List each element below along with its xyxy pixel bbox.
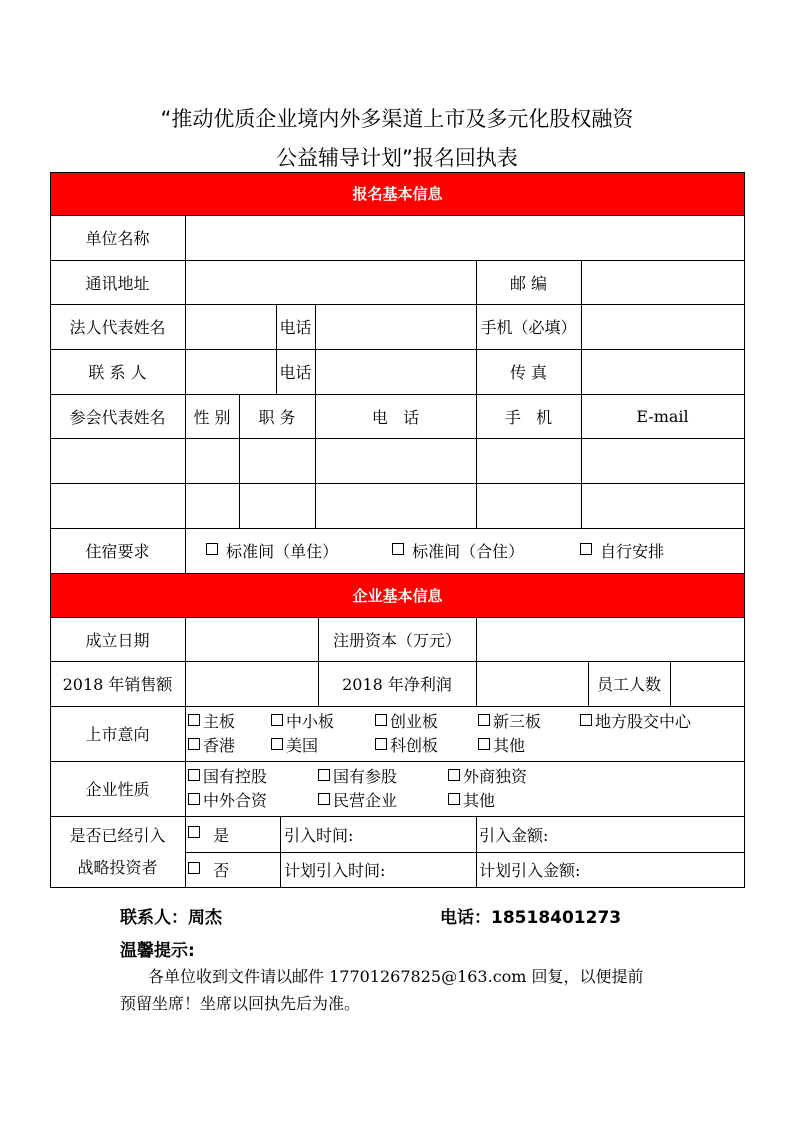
- unit-name-label: 单位名称: [85, 229, 150, 248]
- form-title-line1: “推动优质企业境内外多渠道上市及多元化股权融资: [160, 107, 634, 131]
- attendee-2-position-field[interactable]: [240, 484, 315, 528]
- checkbox-icon: [188, 793, 200, 805]
- plan-amount-field[interactable]: 计划引入金额:: [479, 861, 581, 880]
- lodging-label: 住宿要求: [85, 542, 150, 561]
- section-header-basic: 报名基本信息: [50, 172, 745, 215]
- attendee-2-name-field[interactable]: [51, 484, 185, 528]
- checkbox-icon: [188, 714, 200, 726]
- tel-label: 电 话: [371, 407, 420, 427]
- sales-label: 2018 年销售额: [62, 675, 173, 694]
- listing-intent-options: [188, 708, 743, 759]
- checkbox-icon: [392, 543, 404, 555]
- nature-option-state-controlled[interactable]: 国有控股: [188, 765, 318, 789]
- checkbox-icon: [375, 714, 387, 726]
- tips-line-1: 各单位收到文件请以邮件 17701267825@163.com 回复，以便提前: [148, 967, 644, 986]
- contact-phone-label: 电话: [279, 363, 312, 382]
- contact-phone-field[interactable]: [316, 350, 476, 394]
- attendee-1-gender-field[interactable]: [186, 439, 239, 483]
- listing-option-main-board[interactable]: 主板: [188, 710, 271, 734]
- checkbox-icon: [580, 543, 592, 555]
- checkbox-icon: [188, 738, 200, 750]
- listing-option-star-market[interactable]: 科创板: [375, 734, 478, 758]
- checkbox-icon: [188, 826, 200, 838]
- nature-option-private[interactable]: 民营企业: [318, 789, 448, 813]
- founded-label: 成立日期: [85, 630, 150, 650]
- nature-option-joint-venture[interactable]: 中外合资: [188, 789, 318, 813]
- investor-label: 是否已经引入 战略投资者: [69, 825, 166, 877]
- position-label: 职 务: [258, 407, 296, 427]
- checkbox-icon: [188, 769, 200, 781]
- fax-field[interactable]: [582, 350, 744, 394]
- checkbox-icon: [580, 714, 592, 726]
- checkbox-icon: [271, 738, 283, 750]
- checkbox-icon: [318, 769, 330, 781]
- attendee-name-label: 参会代表姓名: [69, 407, 166, 427]
- cell-label: 手 机: [504, 407, 553, 427]
- employees-label: 员工人数: [596, 675, 661, 694]
- checkbox-icon: [478, 714, 490, 726]
- attendee-2-tel-field[interactable]: [316, 484, 476, 528]
- listing-option-gem-board[interactable]: 创业板: [375, 710, 478, 734]
- listing-option-neeq[interactable]: 新三板: [478, 710, 580, 734]
- nature-option-other[interactable]: 其他: [448, 789, 495, 813]
- attendee-2-gender-field[interactable]: [186, 484, 239, 528]
- listing-intent-label: 上市意向: [85, 725, 150, 744]
- listing-option-sme-board[interactable]: 中小板: [271, 710, 375, 734]
- checkbox-icon: [271, 714, 283, 726]
- tips-title: 温馨提示:: [120, 941, 195, 961]
- profit-label: 2018 年净利润: [342, 675, 452, 694]
- attendee-1-cell-field[interactable]: [477, 439, 581, 483]
- checkbox-icon: [318, 793, 330, 805]
- mobile-field[interactable]: [582, 305, 744, 349]
- listing-option-other[interactable]: 其他: [478, 734, 525, 758]
- checkbox-icon: [448, 769, 460, 781]
- checkbox-icon: [478, 738, 490, 750]
- form-title-line2: 公益辅导计划”报名回执表: [276, 146, 518, 170]
- lodging-option-shared[interactable]: 标准间（合住）: [392, 528, 562, 573]
- nature-option-foreign-owned[interactable]: 外商独资: [448, 765, 527, 789]
- nature-label: 企业性质: [85, 780, 150, 799]
- postcode-field[interactable]: [582, 261, 744, 304]
- email-label: E-mail: [636, 406, 689, 426]
- attendee-1-name-field[interactable]: [51, 439, 185, 483]
- unit-name-field[interactable]: [186, 216, 744, 260]
- address-label: 通讯地址: [85, 273, 150, 293]
- tips-line-2: 预留坐席！坐席以回执先后为准。: [120, 994, 361, 1013]
- attendee-1-tel-field[interactable]: [316, 439, 476, 483]
- contact-name-field[interactable]: [186, 350, 276, 394]
- intro-time-field[interactable]: 引入时间:: [284, 825, 354, 845]
- listing-option-usa[interactable]: 美国: [271, 734, 375, 758]
- legal-rep-phone-field[interactable]: [316, 305, 476, 349]
- legal-rep-label: 法人代表姓名: [69, 318, 166, 337]
- intro-amount-field[interactable]: 引入金额:: [479, 825, 549, 845]
- attendee-1-email-field[interactable]: [582, 439, 744, 483]
- investor-yes-option[interactable]: 是: [188, 816, 280, 852]
- capital-field[interactable]: [477, 618, 744, 661]
- attendee-2-email-field[interactable]: [582, 484, 744, 528]
- founded-field[interactable]: [186, 618, 318, 661]
- lodging-option-self[interactable]: 自行安排: [580, 528, 730, 573]
- plan-time-field[interactable]: 计划引入时间:: [284, 861, 386, 880]
- contact-person: 联系人：周杰: [120, 908, 222, 928]
- listing-option-hong-kong[interactable]: 香港: [188, 734, 271, 758]
- capital-label: 注册资本（万元）: [332, 630, 461, 650]
- fax-label: 传 真: [509, 363, 548, 382]
- postcode-label: 邮 编: [509, 273, 548, 293]
- investor-no-option[interactable]: 否: [188, 852, 280, 887]
- mobile-required-label: 手机（必填）: [480, 318, 577, 337]
- legal-rep-phone-label: 电话: [279, 318, 312, 337]
- nature-options: [188, 763, 743, 814]
- sales-field[interactable]: [186, 662, 318, 706]
- checkbox-icon: [188, 862, 200, 874]
- employees-field[interactable]: [671, 662, 744, 706]
- legal-rep-name-field[interactable]: [186, 305, 276, 349]
- listing-option-regional-exchange[interactable]: 地方股交中心: [580, 710, 691, 734]
- attendee-2-cell-field[interactable]: [477, 484, 581, 528]
- nature-option-state-participation[interactable]: 国有参股: [318, 765, 448, 789]
- profit-field[interactable]: [477, 662, 588, 706]
- contact-phone: 电话：18518401273: [440, 908, 622, 928]
- checkbox-icon: [375, 738, 387, 750]
- checkbox-icon: [206, 543, 218, 555]
- checkbox-icon: [448, 793, 460, 805]
- address-field[interactable]: [186, 261, 476, 304]
- attendee-1-position-field[interactable]: [240, 439, 315, 483]
- section-header-enterprise: 企业基本信息: [50, 573, 745, 617]
- contact-label: 联 系 人: [88, 363, 147, 382]
- gender-label: 性 别: [193, 407, 231, 427]
- lodging-option-single[interactable]: 标准间（单住）: [206, 528, 366, 573]
